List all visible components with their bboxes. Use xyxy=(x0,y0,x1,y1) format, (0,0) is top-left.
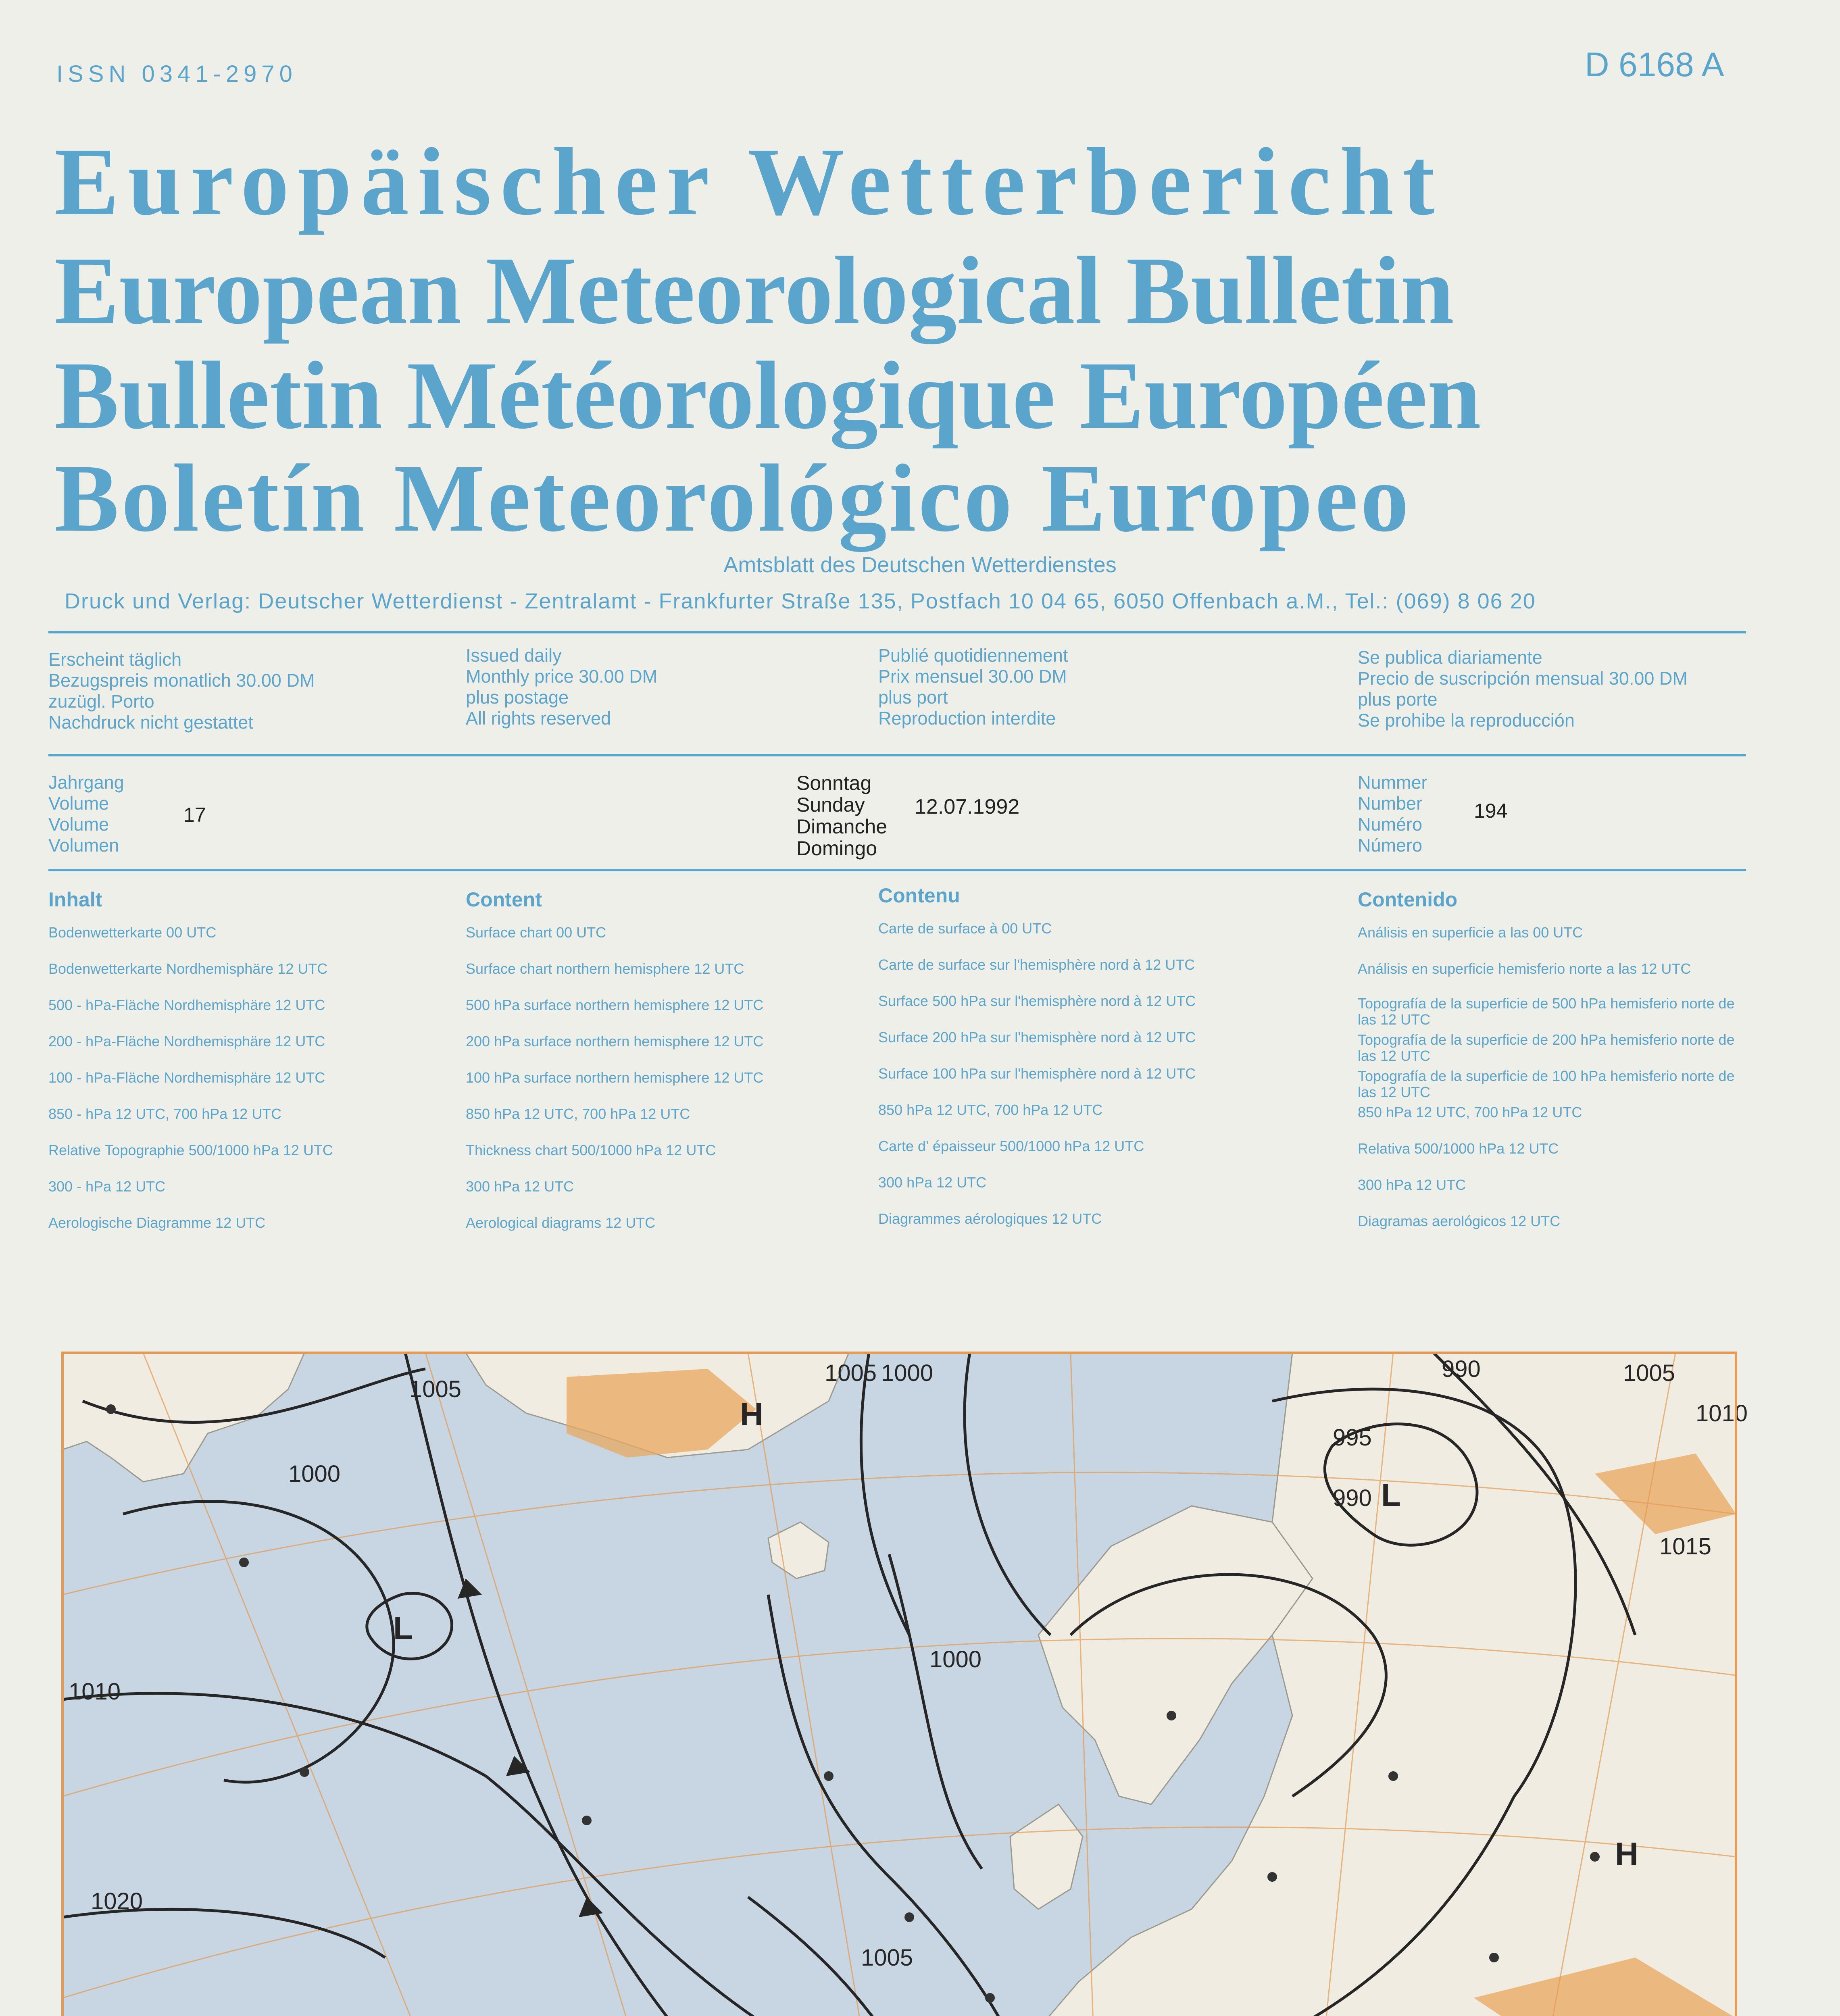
isobar-label: 1005 xyxy=(825,1360,877,1386)
subscription-line: Se prohibe la reproducción xyxy=(1358,710,1575,731)
contents-item: Bodenwetterkarte 00 UTC xyxy=(48,924,217,941)
subscription-line: Erscheint täglich xyxy=(48,649,182,670)
volume-label: Volume xyxy=(48,793,109,814)
contents-item: Surface chart 00 UTC xyxy=(466,924,606,941)
day-label: Sonntag xyxy=(796,772,872,794)
isobar-label: 1020 xyxy=(91,1888,143,1914)
contents-item: Análisis en superficie a las 00 UTC xyxy=(1358,924,1583,941)
station-dot xyxy=(239,1558,249,1567)
contents-item: Surface chart northern hemisphere 12 UTC xyxy=(466,960,744,977)
day-label: Dimanche xyxy=(796,815,888,838)
subscription-french xyxy=(878,645,1068,729)
day-labels xyxy=(796,772,887,859)
contents-english xyxy=(466,889,861,1231)
isobar-label: 1010 xyxy=(69,1679,121,1705)
low-pressure-marker: L xyxy=(1381,1477,1401,1513)
title-spanish: Boletín Meteorológico Europeo xyxy=(54,444,1411,552)
subscription-line: Nachdruck nicht gestattet xyxy=(48,712,253,733)
contents-german xyxy=(48,889,431,1231)
contents-item: 300 - hPa 12 UTC xyxy=(48,1178,166,1195)
volume-label: Volumen xyxy=(48,835,119,856)
contents-item: 200 hPa surface northern hemisphere 12 UTC xyxy=(466,1033,764,1050)
isobar-label: 1000 xyxy=(929,1646,982,1672)
contents-item: Surface 500 hPa sur l'hemisphère nord à 12 UTC xyxy=(878,993,1196,1009)
station-dot xyxy=(904,1912,914,1922)
contents-title: Content xyxy=(466,888,542,911)
contents-item: Diagrammes aérologiques 12 UTC xyxy=(878,1210,1102,1227)
station-dot xyxy=(1388,1771,1398,1781)
high-pressure-marker: H xyxy=(740,1396,763,1432)
issue-number: 194 xyxy=(1474,800,1508,822)
contents-item: Topografía de la superficie de 100 hPa hemisferio norte de las 12 UTC xyxy=(1358,1068,1735,1100)
station-dot xyxy=(1489,1953,1499,1962)
station-dot xyxy=(824,1771,834,1781)
title-english: European Meteorological Bulletin xyxy=(54,237,1454,344)
isobar-label: 1005 xyxy=(1623,1360,1675,1386)
subscription-line: plus port xyxy=(878,687,948,708)
contents-item: Carte de surface sur l'hemisphère nord à 12 UTC xyxy=(878,956,1195,973)
contents-item: Carte d' épaisseur 500/1000 hPa 12 UTC xyxy=(878,1138,1144,1154)
contents-item: Aerological diagrams 12 UTC xyxy=(466,1214,656,1231)
station-dot xyxy=(1167,1711,1176,1720)
contents-item: 100 hPa surface northern hemisphere 12 UTC xyxy=(466,1069,764,1086)
contents-item: 200 - hPa-Fläche Nordhemisphäre 12 UTC xyxy=(48,1033,325,1050)
subscription-line: All rights reserved xyxy=(466,708,611,729)
station-dot xyxy=(106,1404,116,1414)
issue-date: 12.07.1992 xyxy=(915,795,1020,818)
contents-french xyxy=(878,885,1342,1227)
isobar-label: 1015 xyxy=(1659,1533,1712,1560)
contents-item: Surface 200 hPa sur l'hemisphère nord à 12 UTC xyxy=(878,1029,1196,1045)
subscription-line: Issued daily xyxy=(466,645,562,666)
contents-item: Thickness chart 500/1000 hPa 12 UTC xyxy=(466,1142,716,1158)
contents-item: 300 hPa 12 UTC xyxy=(878,1174,987,1191)
contents-title: Contenido xyxy=(1358,888,1458,911)
contents-item: 300 hPa 12 UTC xyxy=(1358,1177,1466,1193)
volume-number: 17 xyxy=(183,804,206,826)
subscription-english xyxy=(466,645,657,729)
contents-item: Topografía de la superficie de 500 hPa hemisferio norte de las 12 UTC xyxy=(1358,995,1735,1028)
isobar-label: 1000 xyxy=(881,1360,934,1386)
high-pressure-marker: H xyxy=(1615,1836,1638,1872)
contents-item: Bodenwetterkarte Nordhemisphäre 12 UTC xyxy=(48,960,328,977)
contents-item: 500 hPa surface northern hemisphere 12 UTC xyxy=(466,997,764,1013)
divider xyxy=(48,631,1746,633)
isobar-label: 995 xyxy=(1333,1425,1372,1451)
subscription-line: Precio de suscripción mensual 30.00 DM xyxy=(1358,668,1688,689)
title-french: Bulletin Météorologique Européen xyxy=(54,342,1481,449)
contents-item: Topografía de la superficie de 200 hPa hemisferio norte de las 12 UTC xyxy=(1358,1031,1735,1064)
title-german: Europäischer Wetterbericht xyxy=(54,128,1444,235)
subscription-line: plus postage xyxy=(466,687,569,708)
day-label: Sunday xyxy=(796,793,865,816)
isobar-label: 1000 xyxy=(288,1461,341,1487)
contents-item: Relativa 500/1000 hPa 12 UTC xyxy=(1358,1140,1559,1157)
subscription-line: Bezugspreis monatlich 30.00 DM xyxy=(48,670,315,691)
subscription-line: plus porte xyxy=(1358,689,1438,710)
issn-number: ISSN 0341-2970 xyxy=(56,61,297,87)
volume-label: Volume xyxy=(48,814,109,835)
contents-item: Surface 100 hPa sur l'hemisphère nord à 12 UTC xyxy=(878,1065,1196,1082)
subscription-line: zuzügl. Porto xyxy=(48,691,154,712)
contents-item: 850 hPa 12 UTC, 700 hPa 12 UTC xyxy=(466,1106,690,1122)
contents-item: Carte de surface à 00 UTC xyxy=(878,920,1052,937)
contents-spanish xyxy=(1358,889,1741,1229)
isobar-label: 990 xyxy=(1333,1485,1372,1511)
contents-item: Diagramas aerológicos 12 UTC xyxy=(1358,1213,1561,1229)
station-dot xyxy=(1590,1852,1600,1862)
contents-item: 100 - hPa-Fläche Nordhemisphäre 12 UTC xyxy=(48,1069,325,1086)
contents-title: Inhalt xyxy=(48,888,102,911)
day-label: Domingo xyxy=(796,837,877,860)
number-label: Nummer xyxy=(1358,772,1427,793)
volume-labels xyxy=(48,772,124,856)
contents-item: 500 - hPa-Fläche Nordhemisphäre 12 UTC xyxy=(48,997,325,1013)
divider xyxy=(48,869,1746,871)
subscription-line: Reproduction interdite xyxy=(878,708,1056,729)
surface-weather-map xyxy=(63,1353,1748,2016)
station-dot xyxy=(985,1993,995,2003)
contents-item: 850 hPa 12 UTC, 700 hPa 12 UTC xyxy=(878,1102,1103,1118)
publication-code: D 6168 A xyxy=(1585,46,1724,83)
station-dot xyxy=(582,1816,592,1825)
isobar-label: 1010 xyxy=(1696,1400,1748,1427)
subscription-line: Publié quotidiennement xyxy=(878,645,1068,666)
publisher-line: Druck und Verlag: Deutscher Wetterdienst - Zentralamt - Frankfurter Straße 135, Postfach 10 04 65, 6050 Offenbach a.M., Tel.: (069) 8 06 20 xyxy=(65,589,1536,613)
low-pressure-marker: L xyxy=(393,1610,413,1646)
volume-label: Jahrgang xyxy=(48,772,124,793)
number-label: Numéro xyxy=(1358,814,1423,835)
contents-item: Análisis en superficie hemisferio norte a las 12 UTC xyxy=(1358,960,1691,977)
contents-item: Aerologische Diagramme 12 UTC xyxy=(48,1214,266,1231)
contents-title: Contenu xyxy=(878,884,960,907)
isobar-label: 990 xyxy=(1442,1356,1481,1382)
contents-item: 300 hPa 12 UTC xyxy=(466,1178,574,1195)
isobar-label: 1005 xyxy=(409,1376,462,1402)
divider xyxy=(48,754,1746,756)
subscription-spanish xyxy=(1358,647,1688,731)
contents-item: 850 - hPa 12 UTC, 700 hPa 12 UTC xyxy=(48,1106,282,1122)
station-dot xyxy=(1267,1872,1277,1882)
number-label: Number xyxy=(1358,793,1423,814)
subscription-line: Monthly price 30.00 DM xyxy=(466,666,658,687)
station-dot xyxy=(300,1767,309,1777)
number-labels xyxy=(1358,772,1427,856)
number-label: Número xyxy=(1358,835,1423,856)
isobar-label: 1005 xyxy=(861,1945,913,1971)
subscription-line: Prix mensuel 30.00 DM xyxy=(878,666,1067,687)
contents-item: 850 hPa 12 UTC, 700 hPa 12 UTC xyxy=(1358,1104,1582,1120)
subtitle: Amtsblatt des Deutschen Wetterdienstes xyxy=(723,553,1117,577)
contents-item: Relative Topographie 500/1000 hPa 12 UTC xyxy=(48,1142,333,1158)
subscription-german xyxy=(48,649,315,733)
subscription-line: Se publica diariamente xyxy=(1358,647,1542,668)
